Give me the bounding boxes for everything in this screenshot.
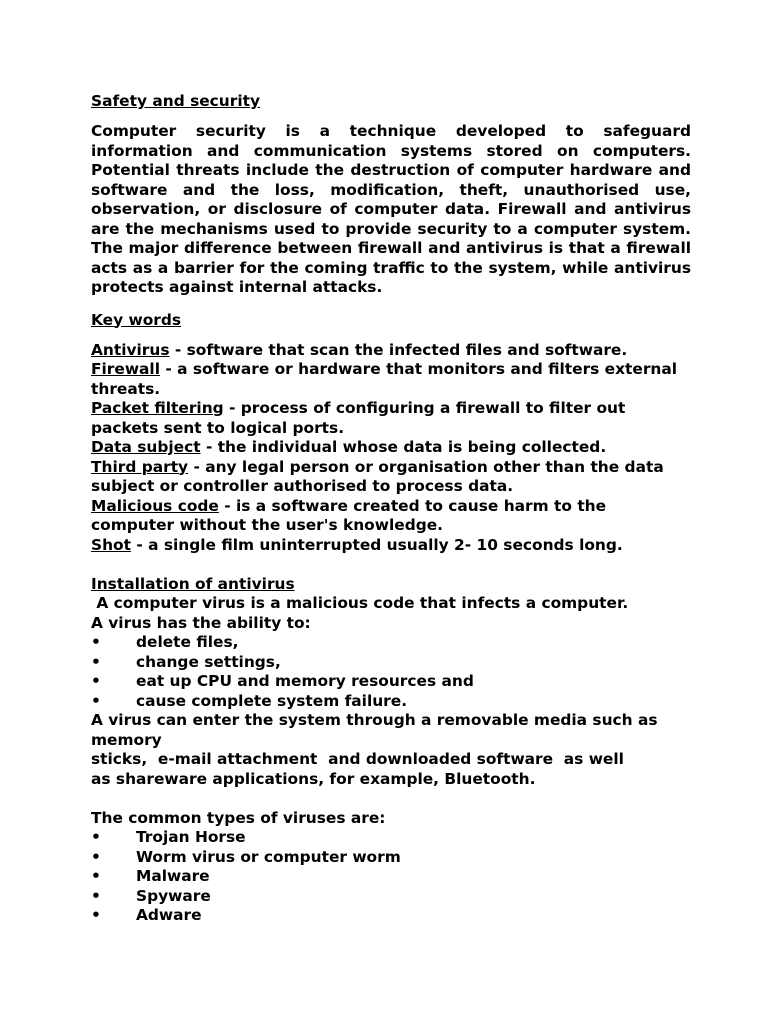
list-item: • Worm virus or computer worm bbox=[91, 847, 401, 866]
key-word-term: Antivirus bbox=[91, 340, 170, 359]
key-word-entry bbox=[91, 438, 691, 458]
key-word-definition: - a software or hardware that monitors and filters external threats. bbox=[91, 360, 678, 398]
key-word-entry bbox=[91, 399, 691, 438]
list-item: • Adware bbox=[91, 906, 202, 924]
key-word-entry bbox=[91, 536, 691, 556]
document-page bbox=[91, 91, 691, 926]
bullet-icon: • bbox=[91, 672, 101, 690]
virus-entry-text-2: sticks, e-mail attachment and downloaded software as well as shareware applications, for example, Bluetooth. bbox=[91, 750, 635, 788]
bullet-icon: • bbox=[91, 691, 101, 710]
virus-types-list bbox=[91, 828, 691, 926]
intro-paragraph: Computer security is a technique developed to safeguard information and communication systems stored on computers. Potential threats include the destruction of computer hardware and software and the loss, modification, theft, unauthorised use, observation, or disclosure of computer data. Firewall and antivirus are the mechanisms used to provide security to a computer system. The major difference between firewall and antivirus is that a firewall acts as a barrier for the coming traffic to the system, while antivirus protects against internal attacks. bbox=[91, 122, 691, 296]
list-item: • delete files, bbox=[91, 633, 239, 651]
bullet-icon: • bbox=[91, 652, 101, 671]
list-item: • eat up CPU and memory resources and bbox=[91, 672, 474, 690]
virus-entry-text-1: A virus can enter the system through a removable media such as memory bbox=[91, 711, 658, 749]
key-word-definition: - is a software created to cause harm to the computer without the user's knowledge. bbox=[91, 496, 607, 534]
virus-abilities-list bbox=[91, 633, 691, 711]
bullet-icon: • bbox=[91, 886, 101, 905]
bullet-icon: • bbox=[91, 867, 101, 885]
key-word-entry bbox=[91, 497, 691, 536]
virus-intro-line: A computer virus is a malicious code that infects a computer. bbox=[91, 594, 629, 612]
list-item: • Malware bbox=[91, 867, 210, 885]
key-word-entry bbox=[91, 341, 691, 361]
virus-types-intro: The common types of viruses are: bbox=[91, 808, 386, 827]
key-words-list bbox=[91, 341, 691, 556]
key-word-term: Shot bbox=[91, 535, 131, 554]
key-word-term: Data subject bbox=[91, 438, 201, 456]
list-item: • change settings, bbox=[91, 652, 281, 671]
key-word-definition: - any legal person or organisation other than the data subject or controller authorised to process data. bbox=[91, 457, 664, 495]
section-heading-installation: Installation of antivirus bbox=[91, 574, 295, 593]
key-word-definition: - a single film uninterrupted usually 2- 10 seconds long. bbox=[130, 535, 623, 554]
key-word-definition: - process of configuring a firewall to filter out packets sent to logical ports. bbox=[91, 399, 626, 437]
key-word-term: Firewall bbox=[91, 360, 160, 378]
bullet-icon: • bbox=[91, 828, 101, 846]
key-word-term: Third party bbox=[91, 457, 189, 476]
section-heading-safety: Safety and security bbox=[91, 92, 261, 110]
virus-ability-line: A virus has the ability to: bbox=[91, 613, 311, 632]
key-word-term: Malicious code bbox=[91, 496, 219, 515]
bullet-icon: • bbox=[91, 847, 101, 866]
key-word-entry bbox=[91, 360, 691, 399]
section-heading-key-words: Key words bbox=[91, 310, 182, 329]
key-word-term: Packet filtering bbox=[91, 399, 224, 417]
bullet-icon: • bbox=[91, 906, 101, 924]
list-item: • Trojan Horse bbox=[91, 828, 246, 846]
list-item: • cause complete system failure. bbox=[91, 691, 408, 710]
key-word-definition: - the individual whose data is being collected. bbox=[200, 438, 607, 456]
list-item: • Spyware bbox=[91, 886, 211, 905]
key-word-entry bbox=[91, 458, 691, 497]
bullet-icon: • bbox=[91, 633, 101, 651]
key-word-definition: - software that scan the infected files and software. bbox=[169, 340, 628, 359]
